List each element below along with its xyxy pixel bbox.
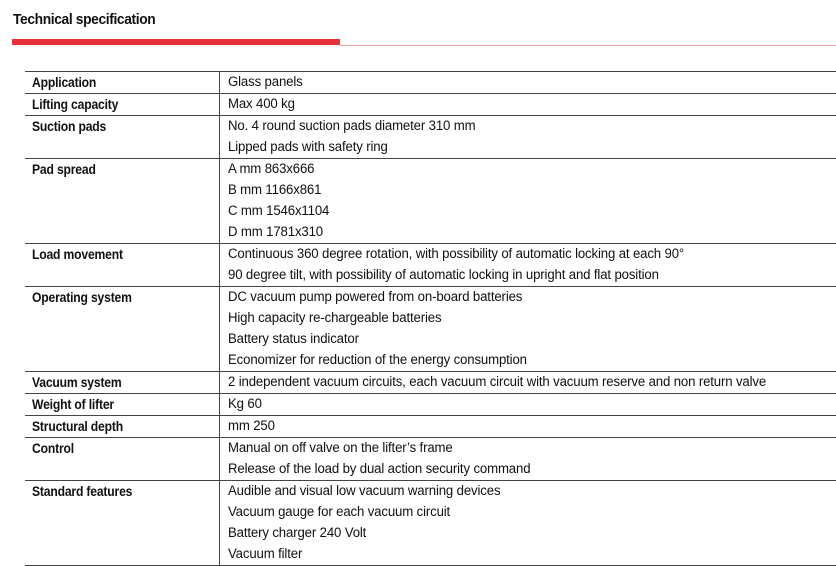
spec-value-line: DC vacuum pump powered from on-board batteries [228, 287, 793, 308]
page-title: Technical specification [13, 11, 155, 28]
spec-label-cell [25, 438, 220, 481]
spec-value-line: Release of the load by dual action security command [228, 459, 793, 480]
spec-label-cell [25, 159, 220, 244]
spec-row [25, 244, 836, 287]
spec-value-line: Audible and visual low vacuum warning devices [228, 481, 793, 502]
spec-label-cell [25, 394, 220, 416]
spec-label: Vacuum system [32, 372, 200, 393]
spec-row [25, 394, 836, 416]
spec-row [25, 416, 836, 438]
spec-label-cell [25, 416, 220, 438]
spec-label: Suction pads [32, 116, 200, 137]
spec-value-line: Battery status indicator [228, 329, 793, 350]
spec-value-line: Vacuum gauge for each vacuum circuit [228, 502, 793, 523]
specification-table-body [25, 72, 836, 566]
spec-label: Operating system [32, 287, 200, 308]
spec-row [25, 72, 836, 94]
spec-value-line: D mm 1781x310 [228, 222, 793, 243]
spec-value-cell [220, 94, 836, 116]
spec-value-cell [220, 159, 836, 244]
spec-value-line: 2 independent vacuum circuits, each vacuum circuit with vacuum reserve and non return valve [228, 372, 793, 393]
spec-label: Structural depth [32, 416, 200, 437]
spec-value-cell [220, 438, 836, 481]
spec-value-line: Vacuum filter [228, 544, 793, 565]
spec-value-line: Economizer for reduction of the energy consumption [228, 350, 793, 371]
spec-row [25, 94, 836, 116]
spec-value-line: mm 250 [228, 416, 793, 437]
spec-value-cell [220, 416, 836, 438]
spec-value-line: B mm 1166x861 [228, 180, 793, 201]
spec-label-cell [25, 287, 220, 372]
spec-value-line: Lipped pads with safety ring [228, 137, 793, 158]
spec-value-cell [220, 244, 836, 287]
spec-value-line: Glass panels [228, 72, 793, 93]
spec-value-line: High capacity re-chargeable batteries [228, 308, 793, 329]
spec-value-line: Continuous 360 degree rotation, with possibility of automatic locking at each 90° [228, 244, 793, 265]
spec-row [25, 159, 836, 244]
spec-label-cell [25, 72, 220, 94]
spec-label: Pad spread [32, 159, 200, 180]
spec-label: Load movement [32, 244, 200, 265]
spec-value-cell [220, 72, 836, 94]
spec-value-cell [220, 287, 836, 372]
spec-label: Standard features [32, 481, 200, 502]
spec-value-cell [220, 372, 836, 394]
spec-label-cell [25, 481, 220, 566]
spec-label: Control [32, 438, 200, 459]
spec-value-line: Max 400 kg [228, 94, 793, 115]
spec-value-cell [220, 116, 836, 159]
spec-value-cell [220, 394, 836, 416]
spec-label: Weight of lifter [32, 394, 200, 415]
spec-label: Application [32, 72, 200, 93]
spec-label-cell [25, 94, 220, 116]
spec-label-cell [25, 244, 220, 287]
spec-row [25, 481, 836, 566]
spec-row [25, 372, 836, 394]
spec-value-line: A mm 863x666 [228, 159, 793, 180]
spec-row [25, 438, 836, 481]
spec-value-line: Manual on off valve on the lifter’s frame [228, 438, 793, 459]
spec-value-line: C mm 1546x1104 [228, 201, 793, 222]
spec-row [25, 116, 836, 159]
spec-value-line: 90 degree tilt, with possibility of automatic locking in upright and flat position [228, 265, 793, 286]
title-divider-line [340, 45, 836, 46]
spec-label-cell [25, 372, 220, 394]
specification-table [25, 71, 836, 566]
spec-row [25, 287, 836, 372]
spec-value-cell [220, 481, 836, 566]
spec-label: Lifting capacity [32, 94, 200, 115]
spec-label-cell [25, 116, 220, 159]
title-accent-bar [12, 39, 340, 45]
spec-value-line: No. 4 round suction pads diameter 310 mm [228, 116, 793, 137]
spec-value-line: Kg 60 [228, 394, 793, 415]
spec-value-line: Battery charger 240 Volt [228, 523, 793, 544]
